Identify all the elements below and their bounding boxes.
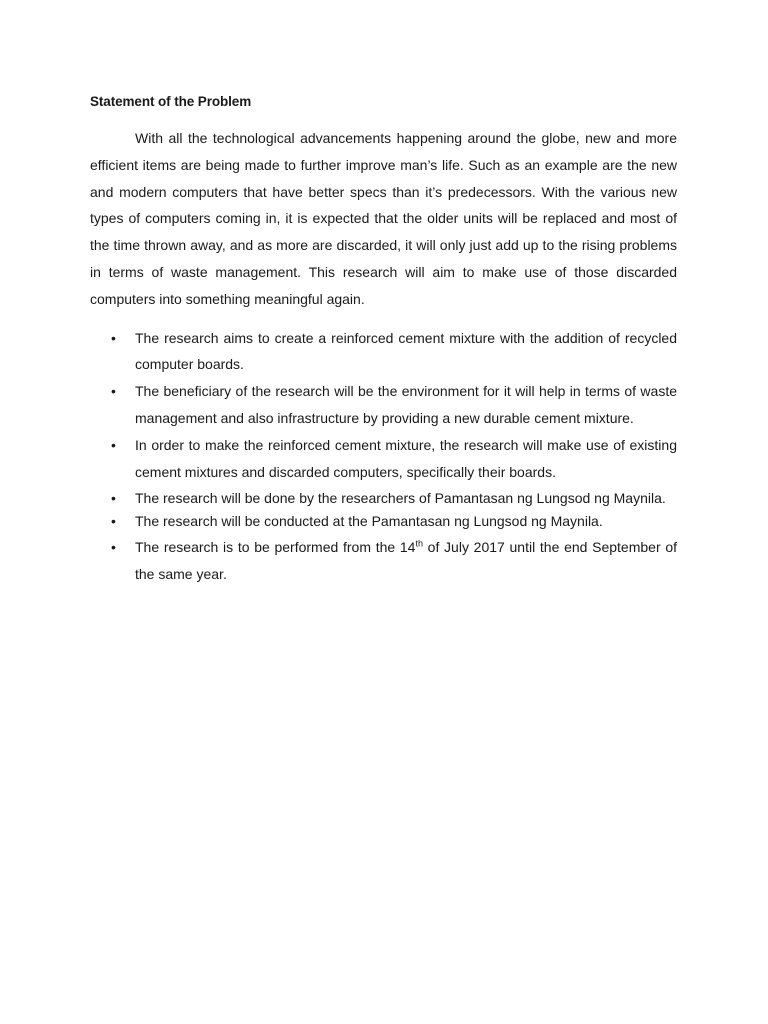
list-item	[90, 378, 677, 432]
list-item	[90, 432, 677, 486]
list-item-text: The research will be done by the researchers of Pamantasan ng Lungsod ng Maynila.	[135, 490, 666, 507]
list-item-text: The beneficiary of the research will be the environment for it will help in terms of waste management and also infrastructure by providing a new durable cement mixture.	[135, 383, 677, 426]
bullet-icon: •	[111, 329, 116, 346]
bullet-icon: •	[111, 513, 116, 530]
document-page	[90, 93, 677, 588]
intro-paragraph: With all the technological advancements happening around the globe, new and more efficient items are being made to further improve man’s life. Such as an example are the new and modern computers that have better specs than it’s predecessors. With the various new types of computers coming in, it is expected that the older units will be replaced and most of the time thrown away, and as more are discarded, it will only just add up to the rising problems in terms of waste management. This research will aim to make use of those discarded computers into something meaningful again.	[90, 130, 677, 307]
list-item-text-end: of July 2017 until the end September of the same year.	[135, 539, 677, 582]
section-heading: Statement of the Problem	[90, 94, 252, 109]
ordinal-suffix: th	[415, 538, 423, 549]
list-item-text-start: The research is to be performed from the 14	[135, 539, 416, 556]
list-item	[90, 512, 677, 530]
bullet-icon: •	[111, 436, 116, 453]
list-item-text: The research will be conducted at the Pamantasan ng Lungsod ng Maynila.	[135, 513, 603, 530]
bullet-icon: •	[111, 383, 116, 400]
list-item-text: In order to make the reinforced cement mixture, the research will make use of existing cement mixtures and discarded computers, specifically their boards.	[135, 436, 677, 480]
list-item	[90, 534, 677, 588]
bullet-icon: •	[111, 539, 116, 556]
list-item	[90, 485, 677, 512]
bullet-icon: •	[111, 490, 116, 507]
list-item-text: The research aims to create a reinforced cement mixture with the addition of recycled computer boards.	[135, 329, 677, 373]
list-item-text	[135, 539, 677, 582]
list-item	[90, 325, 677, 379]
bullet-list	[90, 325, 677, 588]
